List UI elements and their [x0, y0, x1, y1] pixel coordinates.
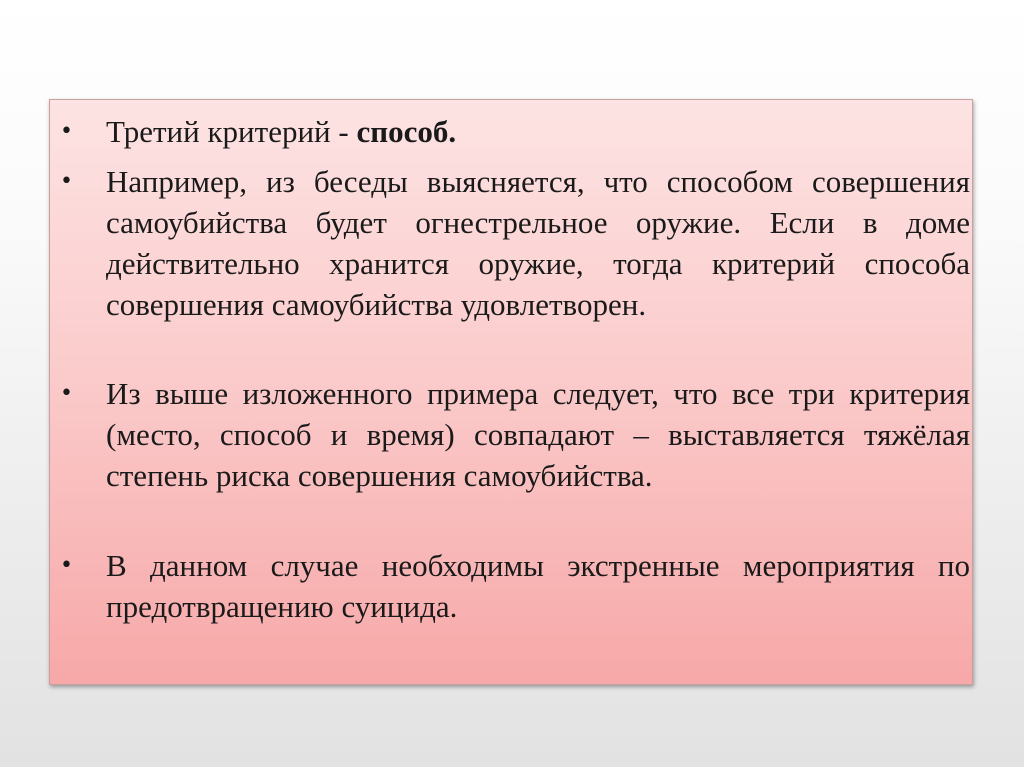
bullet-marker: • [60, 381, 73, 406]
bullet-marker: • [60, 119, 73, 144]
slide-content-panel [49, 99, 973, 685]
bullet-item-conclusion [60, 373, 970, 496]
bullet-text-bold: способ. [356, 114, 457, 149]
bullet-item-measures [60, 545, 970, 627]
bullet-item-example [60, 161, 970, 325]
bullet-text: В данном случае необходимы экстренные мероприятия по предотвращению суицида. [106, 548, 970, 624]
bullet-item-criterion [60, 111, 970, 152]
bullet-text: Из выше изложенного примера следует, что все три критерия (место, способ и время) совпадают – выставляется тяжёлая степень риска совершения самоубийства. [106, 376, 970, 493]
bullet-marker: • [60, 169, 73, 194]
bullet-text: Например, из беседы выясняется, что способом совершения самоубийства будет огнестрельное оружие. Если в доме действительно хранится оружие, тогда критерий способа совершения самоубийства удовлетворен. [106, 164, 970, 322]
bullet-marker: • [60, 553, 73, 578]
bullet-text-prefix: Третий критерий - [106, 114, 357, 149]
